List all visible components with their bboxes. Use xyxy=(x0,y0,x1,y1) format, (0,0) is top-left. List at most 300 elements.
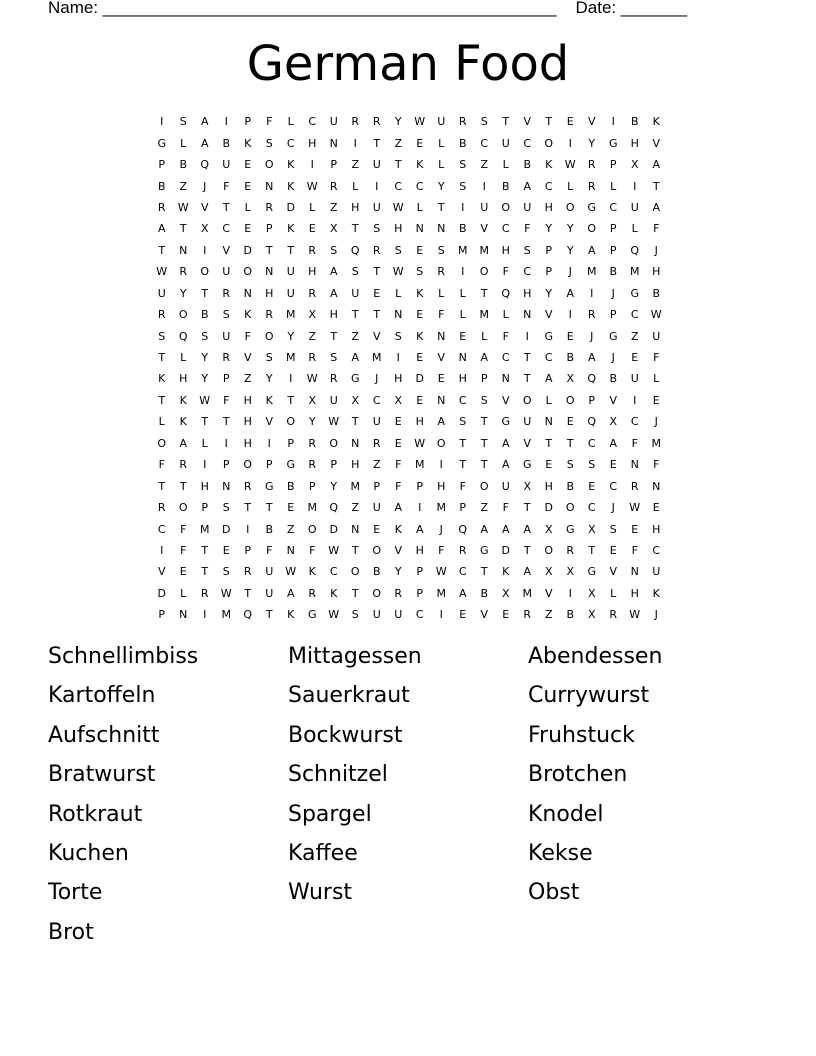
grid-letter: P xyxy=(459,501,467,515)
grid-letter: I xyxy=(224,115,228,129)
grid-letter: P xyxy=(609,308,617,322)
grid-letter: T xyxy=(158,243,166,257)
grid-letter: A xyxy=(200,136,209,150)
grid-letter: N xyxy=(265,179,274,193)
grid-letter: R xyxy=(587,179,596,193)
grid-letter: P xyxy=(588,393,596,407)
grid-letter: K xyxy=(244,308,252,322)
grid-letter: B xyxy=(609,265,618,279)
grid-letter: A xyxy=(480,351,489,365)
grid-letter: C xyxy=(458,393,467,407)
grid-letter: Z xyxy=(329,200,338,214)
grid-letter: N xyxy=(351,522,360,536)
grid-letter: S xyxy=(437,243,445,257)
grid-letter: Q xyxy=(178,329,188,343)
grid-letter: U xyxy=(286,286,295,300)
grid-letter: O xyxy=(178,501,188,515)
grid-letter: D xyxy=(286,200,295,214)
grid-letter: N xyxy=(630,565,639,579)
grid-letter: X xyxy=(609,415,618,429)
grid-letter: C xyxy=(501,222,510,236)
grid-letter: R xyxy=(329,372,338,386)
grid-letter: U xyxy=(222,329,231,343)
grid-letter: H xyxy=(415,543,424,557)
grid-letter: I xyxy=(246,522,250,536)
grid-letter: W xyxy=(629,501,641,515)
grid-letter: L xyxy=(502,308,509,322)
grid-letter: X xyxy=(566,565,575,579)
grid-letter: Z xyxy=(351,329,360,343)
grid-letter: E xyxy=(244,179,252,193)
grid-letter: E xyxy=(416,136,424,150)
grid-letter: F xyxy=(653,458,660,472)
grid-letter: C xyxy=(222,222,231,236)
grid-letter: Z xyxy=(179,179,188,193)
grid-row xyxy=(151,111,667,132)
grid-letter: K xyxy=(330,586,338,600)
grid-letter: P xyxy=(244,543,252,557)
grid-letter: C xyxy=(630,308,639,322)
grid-letter: I xyxy=(525,329,529,343)
grid-letter: E xyxy=(545,458,553,472)
grid-letter: P xyxy=(308,479,316,493)
grid-letter: T xyxy=(351,222,359,236)
grid-letter: V xyxy=(394,543,403,557)
grid-letter: F xyxy=(223,393,230,407)
grid-letter: L xyxy=(180,351,187,365)
grid-letter: T xyxy=(373,265,381,279)
grid-letter: P xyxy=(222,458,230,472)
grid-row xyxy=(151,261,667,282)
grid-letter: S xyxy=(265,136,273,150)
grid-letter: H xyxy=(458,372,467,386)
grid-letter: Z xyxy=(480,158,489,172)
grid-letter: W xyxy=(414,115,426,129)
grid-letter: R xyxy=(222,286,231,300)
date-field-label: Date: _______ xyxy=(575,0,688,17)
grid-row xyxy=(151,304,667,325)
grid-letter: T xyxy=(201,565,209,579)
grid-letter: S xyxy=(394,243,402,257)
grid-letter: R xyxy=(308,458,317,472)
grid-letter: S xyxy=(222,501,230,515)
grid-letter: B xyxy=(179,158,188,172)
grid-letter: W xyxy=(177,200,189,214)
grid-letter: F xyxy=(180,543,187,557)
grid-letter: C xyxy=(415,608,424,622)
grid-row xyxy=(151,454,667,475)
grid-letter: W xyxy=(328,415,340,429)
grid-letter: R xyxy=(308,586,317,600)
grid-letter: Z xyxy=(394,136,403,150)
grid-letter: E xyxy=(566,115,574,129)
grid-letter: E xyxy=(244,222,252,236)
grid-letter: W xyxy=(156,265,168,279)
grid-letter: D xyxy=(243,243,252,257)
grid-letter: I xyxy=(461,265,465,279)
grid-row xyxy=(151,283,667,304)
grid-letter: S xyxy=(566,458,574,472)
grid-letter: O xyxy=(178,308,188,322)
grid-letter: A xyxy=(501,436,510,450)
grid-letter: I xyxy=(482,179,486,193)
grid-letter: X xyxy=(544,522,553,536)
grid-letter: B xyxy=(200,308,209,322)
grid-letter: T xyxy=(523,372,531,386)
grid-letter: P xyxy=(609,222,617,236)
grid-letter: O xyxy=(501,200,511,214)
grid-letter: B xyxy=(480,586,489,600)
grid-letter: C xyxy=(501,351,510,365)
grid-letter: E xyxy=(652,501,660,515)
grid-letter: B xyxy=(652,286,661,300)
grid-row xyxy=(151,197,667,218)
grid-letter: Y xyxy=(566,222,574,236)
grid-letter: F xyxy=(459,479,466,493)
grid-letter: Q xyxy=(200,158,210,172)
grid-letter: T xyxy=(351,308,359,322)
grid-letter: W xyxy=(328,608,340,622)
grid-letter: R xyxy=(265,308,274,322)
grid-letter: K xyxy=(287,158,295,172)
grid-letter: L xyxy=(653,372,660,386)
grid-letter: S xyxy=(222,308,230,322)
grid-letter: Q xyxy=(350,243,360,257)
grid-letter: U xyxy=(652,565,661,579)
grid-letter: L xyxy=(309,200,316,214)
grid-letter: L xyxy=(502,158,509,172)
grid-letter: P xyxy=(158,158,166,172)
grid-letter: I xyxy=(633,179,637,193)
grid-letter: T xyxy=(373,136,381,150)
word-list-item: Abendessen xyxy=(528,644,663,669)
grid-letter: U xyxy=(372,608,381,622)
grid-letter: P xyxy=(545,265,553,279)
grid-letter: H xyxy=(200,479,209,493)
grid-letter: U xyxy=(351,286,360,300)
grid-letter: R xyxy=(458,115,467,129)
grid-letter: R xyxy=(243,479,252,493)
grid-letter: F xyxy=(438,543,445,557)
grid-letter: R xyxy=(587,308,596,322)
page-title: German Food xyxy=(246,36,570,92)
grid-letter: T xyxy=(523,351,531,365)
grid-letter: T xyxy=(201,415,209,429)
grid-letter: U xyxy=(480,200,489,214)
grid-letter: Y xyxy=(437,179,445,193)
grid-letter: B xyxy=(523,158,532,172)
grid-letter: R xyxy=(609,608,618,622)
grid-row xyxy=(151,475,667,496)
grid-letter: Z xyxy=(372,458,381,472)
grid-letter: L xyxy=(459,286,466,300)
grid-letter: N xyxy=(286,543,295,557)
word-list-item: Fruhstuck xyxy=(528,722,635,748)
grid-letter: U xyxy=(372,501,381,515)
grid-letter: B xyxy=(630,115,639,129)
grid-letter: X xyxy=(566,372,575,386)
grid-letter: Z xyxy=(630,329,639,343)
grid-letter: H xyxy=(652,522,661,536)
grid-letter: H xyxy=(351,458,360,472)
grid-letter: Y xyxy=(588,136,596,150)
grid-letter: R xyxy=(566,543,575,557)
grid-letter: N xyxy=(179,243,188,257)
word-list-item: Wurst xyxy=(288,880,353,906)
grid-letter: Y xyxy=(179,286,187,300)
grid-letter: U xyxy=(652,329,661,343)
grid-row xyxy=(151,368,667,389)
word-list-item: Kaffee xyxy=(288,840,358,866)
grid-row xyxy=(151,540,667,561)
grid-letter: X xyxy=(587,608,596,622)
grid-letter: F xyxy=(309,543,316,557)
grid-letter: H xyxy=(501,243,510,257)
grid-letter: J xyxy=(611,286,615,300)
grid-letter: O xyxy=(286,415,296,429)
grid-letter: G xyxy=(157,136,167,150)
grid-letter: I xyxy=(310,158,314,172)
grid-letter: A xyxy=(179,436,188,450)
grid-letter: Y xyxy=(394,115,402,129)
grid-letter: S xyxy=(179,115,187,129)
grid-letter: H xyxy=(415,415,424,429)
grid-letter: B xyxy=(286,479,295,493)
grid-letter: U xyxy=(222,265,231,279)
grid-letter: W xyxy=(629,608,641,622)
grid-letter: Y xyxy=(330,479,338,493)
grid-letter: P xyxy=(373,479,381,493)
grid-letter: T xyxy=(394,158,402,172)
grid-letter: B xyxy=(566,479,575,493)
grid-letter: V xyxy=(222,243,231,257)
grid-letter: F xyxy=(438,308,445,322)
grid-letter: C xyxy=(523,136,532,150)
grid-letter: N xyxy=(652,479,661,493)
grid-letter: F xyxy=(502,501,509,515)
grid-letter: T xyxy=(437,200,445,214)
grid-letter: S xyxy=(523,243,531,257)
grid-letter: G xyxy=(565,522,575,536)
grid-letter: K xyxy=(416,158,424,172)
grid-letter: P xyxy=(480,372,488,386)
grid-letter: Q xyxy=(243,608,253,622)
grid-letter: A xyxy=(415,522,424,536)
grid-letter: M xyxy=(458,243,468,257)
grid-row xyxy=(151,583,667,604)
grid-letter: O xyxy=(372,586,382,600)
grid-letter: G xyxy=(608,136,618,150)
grid-letter: S xyxy=(158,329,166,343)
grid-letter: K xyxy=(308,565,316,579)
grid-letter: R xyxy=(179,265,188,279)
grid-letter: V xyxy=(372,329,381,343)
grid-letter: T xyxy=(265,608,273,622)
grid-letter: N xyxy=(437,393,446,407)
grid-letter: P xyxy=(330,458,338,472)
grid-letter: N xyxy=(630,458,639,472)
grid-letter: T xyxy=(459,436,467,450)
grid-letter: H xyxy=(652,265,661,279)
grid-letter: U xyxy=(329,393,338,407)
grid-letter: V xyxy=(652,136,661,150)
grid-letter: D xyxy=(415,372,424,386)
grid-letter: R xyxy=(243,565,252,579)
grid-letter: R xyxy=(308,351,317,365)
grid-letter: M xyxy=(479,243,489,257)
grid-letter: T xyxy=(373,308,381,322)
grid-letter: F xyxy=(395,479,402,493)
grid-row xyxy=(151,240,667,261)
grid-letter: E xyxy=(631,351,639,365)
grid-letter: K xyxy=(416,286,424,300)
grid-letter: T xyxy=(652,179,660,193)
grid-row xyxy=(151,433,667,454)
grid-letter: M xyxy=(479,308,489,322)
grid-letter: O xyxy=(372,543,382,557)
grid-letter: T xyxy=(287,243,295,257)
grid-letter: N xyxy=(523,308,532,322)
grid-letter: G xyxy=(479,543,489,557)
grid-letter: R xyxy=(587,158,596,172)
grid-letter: X xyxy=(587,586,596,600)
grid-letter: I xyxy=(160,115,164,129)
grid-letter: Q xyxy=(329,501,339,515)
grid-letter: T xyxy=(158,393,166,407)
grid-letter: N xyxy=(458,351,467,365)
grid-row xyxy=(151,411,667,432)
grid-letter: T xyxy=(566,436,574,450)
grid-letter: U xyxy=(265,586,274,600)
grid-letter: R xyxy=(222,351,231,365)
grid-letter: A xyxy=(329,286,338,300)
grid-letter: N xyxy=(329,136,338,150)
grid-letter: K xyxy=(416,329,424,343)
grid-letter: A xyxy=(544,372,553,386)
grid-letter: E xyxy=(437,372,445,386)
grid-letter: Z xyxy=(544,608,553,622)
grid-letter: E xyxy=(416,393,424,407)
grid-letter: B xyxy=(265,522,274,536)
grid-letter: V xyxy=(523,115,532,129)
grid-letter: E xyxy=(416,243,424,257)
grid-letter: Y xyxy=(308,415,316,429)
grid-letter: F xyxy=(158,458,165,472)
grid-letter: J xyxy=(375,372,379,386)
grid-letter: P xyxy=(201,501,209,515)
grid-letter: I xyxy=(568,136,572,150)
grid-letter: K xyxy=(158,372,166,386)
grid-letter: P xyxy=(609,158,617,172)
grid-letter: A xyxy=(523,522,532,536)
grid-letter: O xyxy=(350,565,360,579)
grid-letter: S xyxy=(265,351,273,365)
grid-letter: F xyxy=(631,436,638,450)
grid-letter: F xyxy=(180,522,187,536)
grid-letter: Y xyxy=(545,286,553,300)
grid-letter: I xyxy=(203,243,207,257)
grid-letter: I xyxy=(439,458,443,472)
grid-letter: F xyxy=(524,222,531,236)
grid-letter: E xyxy=(631,522,639,536)
grid-letter: H xyxy=(630,136,639,150)
grid-letter: D xyxy=(501,543,510,557)
grid-letter: R xyxy=(372,115,381,129)
grid-letter: W xyxy=(306,179,318,193)
grid-letter: P xyxy=(330,158,338,172)
grid-letter: M xyxy=(307,501,317,515)
grid-letter: W xyxy=(650,308,662,322)
grid-letter: S xyxy=(609,522,617,536)
grid-letter: R xyxy=(265,200,274,214)
grid-letter: A xyxy=(157,222,166,236)
grid-letter: G xyxy=(286,458,296,472)
grid-letter: A xyxy=(200,115,209,129)
grid-letter: E xyxy=(222,543,230,557)
grid-letter: C xyxy=(630,415,639,429)
grid-letter: L xyxy=(287,115,294,129)
grid-letter: A xyxy=(523,565,532,579)
grid-letter: C xyxy=(587,436,596,450)
grid-letter: M xyxy=(286,351,296,365)
grid-letter: A xyxy=(652,158,661,172)
grid-letter: B xyxy=(458,222,467,236)
word-list-item: Schnellimbiss xyxy=(48,644,199,669)
grid-letter: L xyxy=(567,179,574,193)
grid-letter: N xyxy=(243,286,252,300)
grid-letter: H xyxy=(394,222,403,236)
grid-letter: C xyxy=(286,136,295,150)
grid-letter: K xyxy=(652,586,660,600)
grid-letter: H xyxy=(394,372,403,386)
grid-letter: T xyxy=(523,543,531,557)
grid-letter: L xyxy=(180,136,187,150)
grid-letter: S xyxy=(480,393,488,407)
grid-row xyxy=(151,325,667,346)
grid-letter: S xyxy=(394,329,402,343)
grid-letter: E xyxy=(244,158,252,172)
grid-letter: T xyxy=(201,286,209,300)
grid-letter: E xyxy=(416,308,424,322)
grid-letter: O xyxy=(243,458,253,472)
grid-letter: E xyxy=(394,415,402,429)
grid-letter: K xyxy=(244,136,252,150)
grid-letter: R xyxy=(458,543,467,557)
grid-letter: E xyxy=(502,608,510,622)
grid-letter: T xyxy=(158,351,166,365)
grid-letter: Z xyxy=(351,158,360,172)
grid-letter: U xyxy=(265,565,274,579)
grid-letter: B xyxy=(222,136,231,150)
grid-letter: G xyxy=(350,372,360,386)
grid-letter: M xyxy=(587,265,597,279)
grid-letter: R xyxy=(437,265,446,279)
grid-letter: L xyxy=(631,222,638,236)
grid-letter: J xyxy=(611,351,615,365)
grid-letter: T xyxy=(480,415,488,429)
grid-row xyxy=(151,604,667,625)
word-search-grid xyxy=(151,111,667,626)
grid-letter: Y xyxy=(201,351,209,365)
grid-row xyxy=(151,497,667,518)
grid-letter: Z xyxy=(308,329,317,343)
grid-letter: R xyxy=(157,200,166,214)
grid-letter: R xyxy=(308,243,317,257)
grid-letter: A xyxy=(286,586,295,600)
word-list xyxy=(48,639,768,954)
grid-letter: L xyxy=(438,286,445,300)
grid-letter: T xyxy=(244,501,252,515)
